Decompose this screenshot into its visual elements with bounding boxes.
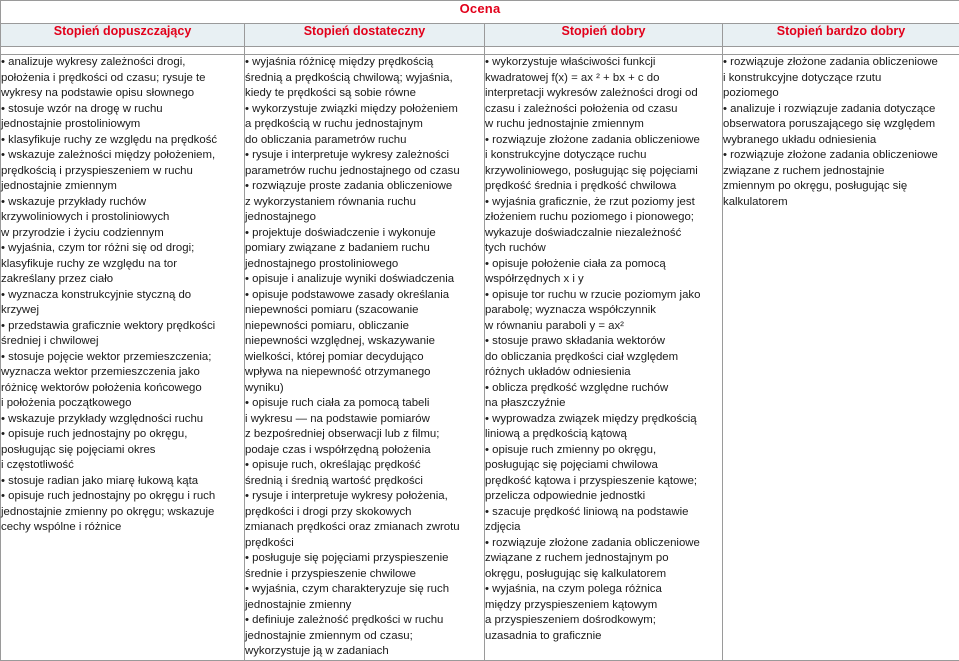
criterion-line: średnią a prędkością chwilową; wyjaśnia, [245,71,484,87]
criterion-line: klasyfikuje ruchy ze względu na tor [1,257,244,273]
criteria-list [245,55,484,660]
criterion-line: a przyspieszeniem dośrodkowym; [485,613,722,629]
criterion-line: • szacuje prędkość liniową na podstawie [485,505,722,521]
criterion-line: parabolę; wyznacza współczynnik [485,303,722,319]
criterion-line: między przyspieszeniem kątowym [485,598,722,614]
criterion-line: i położenia początkowego [1,396,244,412]
header-bardzo-dobry: Stopień bardzo dobry [723,24,959,47]
criterion-line: złożeniem ruchu poziomego i pionowego; [485,210,722,226]
criteria-list [723,55,959,210]
criterion-line: w równaniu paraboli y = ax² [485,319,722,335]
criterion-line: do obliczania parametrów ruchu [245,133,484,149]
criterion-line: okręgu, posługując się kalkulatorem [485,567,722,583]
criterion-line: • wskazuje zależności między położeniem, [1,148,244,164]
criterion-line: podaje czas i współrzędną położenia [245,443,484,459]
spacer-cell [245,47,485,55]
criterion-line: zmiennym po okręgu, posługując się [723,179,959,195]
criterion-line: • opisuje ruch zmienny po okręgu, [485,443,722,459]
spacer-cell [485,47,723,55]
criterion-line: liniową a prędkością kątową [485,427,722,443]
criterion-line: jednostajnie zmienny po okręgu; wskazuje [1,505,244,521]
criterion-line: niepewności względnej, wskazywanie [245,334,484,350]
criterion-line: • wykorzystuje związki między położeniem [245,102,484,118]
criteria-list [485,55,722,644]
criterion-line: i konstrukcyjne dotyczące ruchu [485,148,722,164]
criterion-line: wyniku) [245,381,484,397]
criterion-line: prędkość średnia i prędkość chwilowa [485,179,722,195]
criterion-line: posługując się pojęciami okres [1,443,244,459]
criterion-line: • posługuje się pojęciami przyspieszenie [245,551,484,567]
criterion-line: • wyjaśnia, czym tor różni się od drogi; [1,241,244,257]
criterion-line: • stosuje prawo składania wektorów [485,334,722,350]
criterion-line: niepewności pomiaru, obliczanie [245,319,484,335]
criterion-line: w przyrodzie i życiu codziennym [1,226,244,242]
criterion-line: uzasadnia to graficznie [485,629,722,645]
criterion-line: przelicza odpowiednie jednostki [485,489,722,505]
criterion-line: wpływa na niepewność otrzymanego [245,365,484,381]
criterion-line: zmianach prędkości oraz zmianach zwrotu [245,520,484,536]
criterion-line: a prędkością w ruchu jednostajnym [245,117,484,133]
criterion-line: i częstotliwość [1,458,244,474]
criterion-line: wyznacza wektor przemieszczenia jako [1,365,244,381]
criterion-line: z bezpośredniej obserwacji lub z filmu; [245,427,484,443]
criterion-line: • wyznacza konstrukcyjnie styczną do [1,288,244,304]
criterion-line: jednostajnie zmiennym od czasu; [245,629,484,645]
criterion-line: • wskazuje przykłady względności ruchu [1,412,244,428]
criterion-line: krzywej [1,303,244,319]
criterion-line: wybranego układu odniesienia [723,133,959,149]
criterion-line: pomiary związane z badaniem ruchu [245,241,484,257]
criterion-line: prędkością i przyspieszeniem w ruchu [1,164,244,180]
criterion-line: położenia i prędkości od czasu; rysuje te [1,71,244,87]
criteria-cell-dobry [485,55,723,661]
criterion-line: jednostajnie zmienny [245,598,484,614]
criterion-line: • rozwiązuje złożone zadania obliczeniowe [485,536,722,552]
criterion-line: krzywoliniowych i prostoliniowych [1,210,244,226]
criterion-line: cechy wspólne i różnice [1,520,244,536]
criterion-line: parametrów ruchu jednostajnego od czasu [245,164,484,180]
criterion-line: niepewności pomiaru (szacowanie [245,303,484,319]
criterion-line: obserwatora poruszającego się względem [723,117,959,133]
criterion-line: związane z ruchem jednostajnie [723,164,959,180]
criterion-line: • opisuje ruch jednostajny po okręgu, [1,427,244,443]
header-dopuszczajacy: Stopień dopuszczający [1,24,245,47]
criterion-line: • opisuje ruch ciała za pomocą tabeli [245,396,484,412]
criterion-line: na płaszczyźnie [485,396,722,412]
criterion-line: • wyjaśnia, czym charakteryzuje się ruch [245,582,484,598]
criterion-line: średnią i średnią wartość prędkości [245,474,484,490]
criterion-line: do obliczania prędkości ciał względem [485,350,722,366]
criterion-line: jednostajnie zmiennym [1,179,244,195]
criterion-line: wykazuje doświadczalnie niezależność [485,226,722,242]
criterion-line: średniej i chwilowej [1,334,244,350]
criterion-line: prędkość kątowa i przyspieszenie kątowe; [485,474,722,490]
criterion-line: różnicę wektorów położenia końcowego [1,381,244,397]
criterion-line: różnych układów odniesienia [485,365,722,381]
spacer-cell [1,47,245,55]
criterion-line: prędkości i drogi przy skokowych [245,505,484,521]
criterion-line: posługując się pojęciami chwilowa [485,458,722,474]
criterion-line: wielkości, której pomiar decydująco [245,350,484,366]
criterion-line: • rysuje i interpretuje wykresy położenia, [245,489,484,505]
criterion-line: • definiuje zależność prędkości w ruchu [245,613,484,629]
criterion-line: kiedy te prędkości są sobie równe [245,86,484,102]
criterion-line: • opisuje położenie ciała za pomocą [485,257,722,273]
criterion-line: • rysuje i interpretuje wykresy zależności [245,148,484,164]
criterion-line: • przedstawia graficznie wektory prędkości [1,319,244,335]
criterion-line: • wyjaśnia graficznie, że rzut poziomy jest [485,195,722,211]
criterion-line: • rozwiązuje złożone zadania obliczeniowe [485,133,722,149]
criterion-line: jednostajnego [245,210,484,226]
criterion-line: jednostajnego prostoliniowego [245,257,484,273]
criterion-line: tych ruchów [485,241,722,257]
criterion-line: jednostajnie prostoliniowym [1,117,244,133]
criteria-cell-bardzo-dobry [723,55,959,661]
criterion-line: • opisuje ruch jednostajny po okręgu i ruch [1,489,244,505]
criterion-line: wykorzystuje ją w zadaniach [245,644,484,660]
criterion-line: • rozwiązuje złożone zadania obliczeniowe [723,148,959,164]
criterion-line: • wyjaśnia różnicę między prędkością [245,55,484,71]
criterion-line: • opisuje tor ruchu w rzucie poziomym jako [485,288,722,304]
spacer-cell [723,47,959,55]
criterion-line: zdjęcia [485,520,722,536]
criterion-line: • wskazuje przykłady ruchów [1,195,244,211]
criterion-line: związane z ruchem jednostajnym po [485,551,722,567]
criterion-line: w ruchu jednostajnie zmiennym [485,117,722,133]
criterion-line: zakreślany przez ciało [1,272,244,288]
criterion-line: prędkości [245,536,484,552]
criterion-line: • stosuje radian jako miarę łukową kąta [1,474,244,490]
criterion-line: • wyprowadza związek między prędkością [485,412,722,428]
criterion-line: • projektuje doświadczenie i wykonuje [245,226,484,242]
criterion-line: czasu i zależności położenia od czasu [485,102,722,118]
criterion-line: • analizuje wykresy zależności drogi, [1,55,244,71]
criterion-line: • opisuje i analizuje wyniki doświadczenia [245,272,484,288]
criterion-line: • opisuje ruch, określając prędkość [245,458,484,474]
criterion-line: kalkulatorem [723,195,959,211]
header-dobry: Stopień dobry [485,24,723,47]
criterion-line: • rozwiązuje złożone zadania obliczeniowe [723,55,959,71]
criterion-line: współrzędnych x i y [485,272,722,288]
criterion-line: • wykorzystuje właściwości funkcji [485,55,722,71]
criterion-line: • stosuje pojęcie wektor przemieszczenia; [1,350,244,366]
criterion-line: interpretacji wykresów zależności drogi od [485,86,722,102]
criterion-line: • rozwiązuje proste zadania obliczeniowe [245,179,484,195]
criterion-line: poziomego [723,86,959,102]
header-dostateczny: Stopień dostateczny [245,24,485,47]
criterion-line: • stosuje wzór na drogę w ruchu [1,102,244,118]
criterion-line: • wyjaśnia, na czym polega różnica [485,582,722,598]
criteria-list [1,55,244,536]
criterion-line: • klasyfikuje ruchy ze względu na prędkość [1,133,244,149]
criterion-line: kwadratowej f(x) = ax ² + bx + c do [485,71,722,87]
criterion-line: i konstrukcyjne dotyczące rzutu [723,71,959,87]
criterion-line: • opisuje podstawowe zasady określania [245,288,484,304]
criterion-line: wykresy na podstawie opisu słownego [1,86,244,102]
table-title: Ocena [1,1,959,24]
criterion-line: i wykresu — na podstawie pomiarów [245,412,484,428]
criterion-line: średnie i przyspieszenie chwilowe [245,567,484,583]
criterion-line: • oblicza prędkość względne ruchów [485,381,722,397]
criteria-cell-dopuszczajacy [1,55,245,661]
criterion-line: krzywoliniowego, posługując się pojęciami [485,164,722,180]
criterion-line: • analizuje i rozwiązuje zadania dotyczące [723,102,959,118]
criteria-cell-dostateczny [245,55,485,661]
criterion-line: z wykorzystaniem równania ruchu [245,195,484,211]
